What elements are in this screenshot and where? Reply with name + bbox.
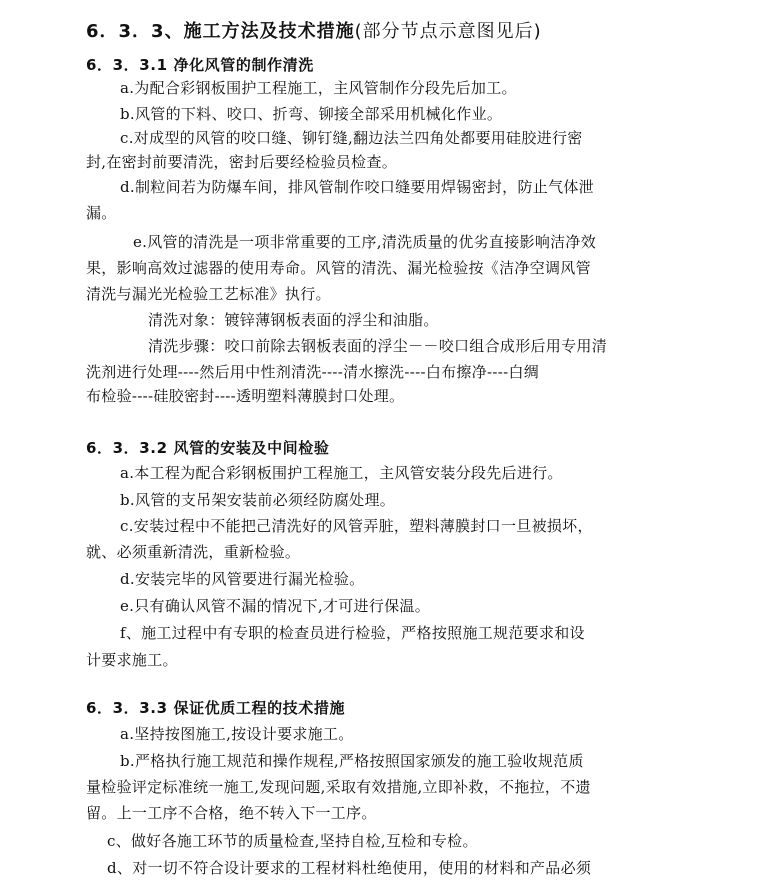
paragraph-line: c.对成型的风管的咬口缝、铆钉缝,翻边法兰四角处都要用硅胶进行密 [120, 129, 583, 147]
paragraph-line: a.坚持按图施工,按设计要求施工。 [120, 725, 354, 743]
paragraph-line: e.风管的清洗是一项非常重要的工序,清洗质量的优劣直接影响洁净效 [133, 233, 597, 251]
main-heading-title: 6．3．3、施工方法及技术措施 [86, 21, 355, 42]
paragraph-line: d.安装完毕的风管要进行漏光检验。 [120, 570, 365, 588]
paragraph-line: 果，影响高效过滤器的使用寿命。风管的清洗、漏光检验按《洁净空调风管 [86, 259, 591, 277]
paragraph-line: 洗剂进行处理----然后用中性剂清洗----清水擦洗----白布擦净----白绸 [86, 363, 540, 381]
paragraph-line: 封,在密封前要清洗，密封后要经检验员检查。 [86, 153, 398, 171]
main-heading-note: (部分节点示意图见后) [354, 21, 542, 42]
paragraph-line: c、做好各施工环节的质量检查,坚持自检,互检和专检。 [107, 832, 478, 850]
section3-title: 6．3．3.3 保证优质工程的技术措施 [86, 699, 346, 717]
paragraph-line: d、对一切不符合设计要求的工程材料杜绝使用，使用的材料和产品必须 [107, 859, 592, 877]
main-heading [86, 22, 706, 42]
paragraph-line: 清洗对象：镀锌薄钢板表面的浮尘和油脂。 [148, 311, 439, 329]
paragraph-line: 清洗与漏光光检验工艺标准》执行。 [86, 285, 331, 303]
paragraph-line: 量检验评定标准统一施工,发现问题,采取有效措施,立即补救，不拖拉，不遗 [86, 778, 591, 796]
paragraph-line: 留。上一工序不合格，绝不转入下一工序。 [86, 804, 377, 822]
paragraph-line: b.风管的支吊架安装前必须经防腐处理。 [120, 491, 396, 509]
paragraph-line: 漏。 [86, 204, 117, 222]
paragraph-line: c.安装过程中不能把己清洗好的风管弄脏，塑料薄膜封口一旦被损坏， [120, 517, 593, 535]
paragraph-line: b.严格执行施工规范和操作规程,严格按照国家颁发的施工验收规范质 [120, 752, 584, 770]
paragraph-line: f、施工过程中有专职的检查员进行检验，严格按照施工规范要求和设 [120, 624, 585, 642]
paragraph-line: a.为配合彩钢板围护工程施工，主风管制作分段先后加工。 [120, 79, 517, 97]
paragraph-line: 计要求施工。 [86, 651, 178, 669]
paragraph-line: 就、必须重新清洗，重新检验。 [86, 543, 301, 561]
paragraph-line: 布检验----硅胶密封----透明塑料薄膜封口处理。 [86, 387, 405, 405]
paragraph-line: a.本工程为配合彩钢板围护工程施工，主风管安装分段先后进行。 [120, 464, 563, 482]
paragraph-line: 清洗步骤：咬口前除去钢板表面的浮尘－－咬口组合成形后用专用清 [148, 337, 608, 355]
paragraph-line: b.风管的下料、咬口、折弯、铆接全部采用机械化作业。 [120, 105, 503, 123]
section1-title: 6．3．3.1 净化风管的制作清洗 [86, 56, 314, 74]
paragraph-line: e.只有确认风管不漏的情况下,才可进行保温。 [120, 597, 431, 615]
paragraph-line: d.制粒间若为防爆车间，排风管制作咬口缝要用焊锡密封，防止气体泄 [120, 178, 594, 196]
section2-title: 6．3．3.2 风管的安装及中间检验 [86, 439, 330, 457]
